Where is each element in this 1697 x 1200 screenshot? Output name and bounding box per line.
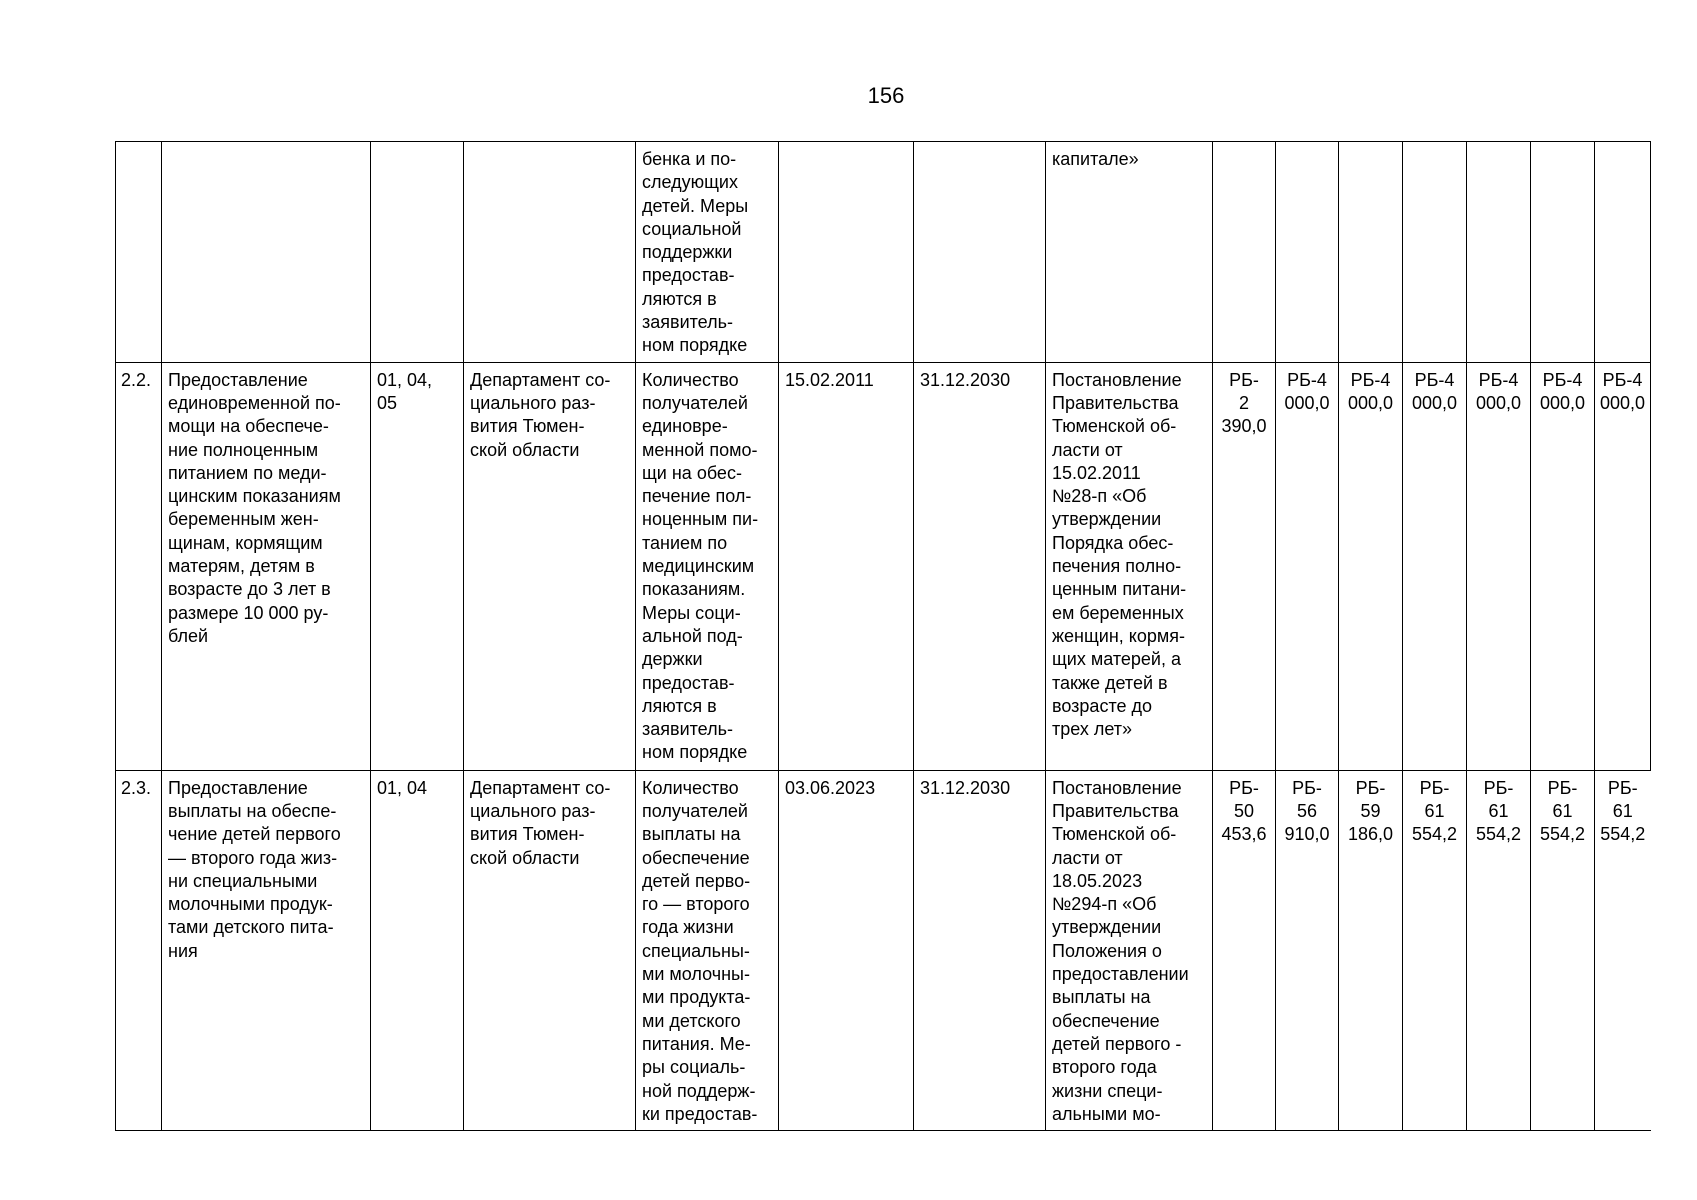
indicator-cell: Количество получателей выплаты на обеспечение детей перво- го — второго года жизни специальны- ми молочны- ми продукта- ми детского питания. Ме- ры социаль- ной поддерж- ки предостав- (636, 770, 779, 1130)
funding-cell: РБ-4 000,0 (1595, 362, 1651, 770)
funding-cell (1531, 142, 1595, 363)
goals-cell: 01, 04, 05 (371, 362, 464, 770)
table-row (116, 362, 1651, 770)
end-date-cell: 31.12.2030 (914, 770, 1046, 1130)
funding-cell (1276, 142, 1339, 363)
funding-cell (1403, 142, 1467, 363)
row-number-cell: 2.3. (116, 770, 162, 1130)
row-number-cell: 2.2. (116, 362, 162, 770)
page-number: 156 (867, 83, 905, 108)
funding-cell: РБ-4 000,0 (1276, 362, 1339, 770)
goals-cell (371, 142, 464, 363)
funding-cell (1339, 142, 1403, 363)
table-row (116, 770, 1651, 1130)
executor-cell: Департамент со- циального раз- вития Тюмен- ской области (464, 362, 636, 770)
funding-cell: РБ- 50 453,6 (1213, 770, 1276, 1130)
legal-act-cell: Постановление Правительства Тюменской об- ласти от 15.02.2011 №28-п «Об утверждении Порядка обес- печения полно- ценным питани- ем беременных женщин, кормя- щих матерей, а также детей в возрасте до трех лет» (1046, 362, 1213, 770)
measure-name-cell: Предоставление единовременной по- мощи на обеспече- ние полноценным питанием по меди- цинским показаниям беременным жен- щинам, кормящим матерям, детям в возрасте до 3 лет в размере 10 000 ру- блей (162, 362, 371, 770)
funding-cell (1595, 142, 1651, 363)
goals-cell: 01, 04 (371, 770, 464, 1130)
start-date-cell: 15.02.2011 (779, 362, 914, 770)
measure-name-cell: Предоставление выплаты на обеспе- чение детей первого — второго года жиз- ни специальными молочными продук- тами детского пита- ния (162, 770, 371, 1130)
table-row (116, 142, 1651, 363)
funding-cell: РБ-4 000,0 (1403, 362, 1467, 770)
row-number-cell (116, 142, 162, 363)
indicator-cell: бенка и по- следующих детей. Меры социальной поддержки предостав- ляются в заявитель- ном порядке (636, 142, 779, 363)
funding-cell: РБ- 61 554,2 (1467, 770, 1531, 1130)
measure-name-cell (162, 142, 371, 363)
start-date-cell: 03.06.2023 (779, 770, 914, 1130)
funding-cell: РБ-4 000,0 (1531, 362, 1595, 770)
legal-act-cell: капитале» (1046, 142, 1213, 363)
start-date-cell (779, 142, 914, 363)
funding-cell (1213, 142, 1276, 363)
funding-cell: РБ- 56 910,0 (1276, 770, 1339, 1130)
funding-cell: РБ-4 000,0 (1467, 362, 1531, 770)
funding-cell: РБ- 59 186,0 (1339, 770, 1403, 1130)
funding-cell: РБ- 61 554,2 (1403, 770, 1467, 1130)
end-date-cell (914, 142, 1046, 363)
end-date-cell: 31.12.2030 (914, 362, 1046, 770)
executor-cell: Департамент со- циального раз- вития Тюмен- ской области (464, 770, 636, 1130)
funding-cell: РБ- 61 554,2 (1595, 770, 1651, 1130)
funding-cell: РБ- 61 554,2 (1531, 770, 1595, 1130)
program-table (115, 141, 1651, 1131)
legal-act-cell: Постановление Правительства Тюменской об- ласти от 18.05.2023 №294-п «Об утверждении Положения о предоставлении выплаты на обеспечение детей первого - второго года жизни специ- альными мо- (1046, 770, 1213, 1130)
funding-cell (1467, 142, 1531, 363)
funding-cell: РБ- 2 390,0 (1213, 362, 1276, 770)
indicator-cell: Количество получателей единовре- менной помо- щи на обес- печение пол- ноценным пи- танием по медицинским показаниям. Меры соци- альной под- держки предостав- ляются в заявитель- ном порядке (636, 362, 779, 770)
executor-cell (464, 142, 636, 363)
funding-cell: РБ-4 000,0 (1339, 362, 1403, 770)
